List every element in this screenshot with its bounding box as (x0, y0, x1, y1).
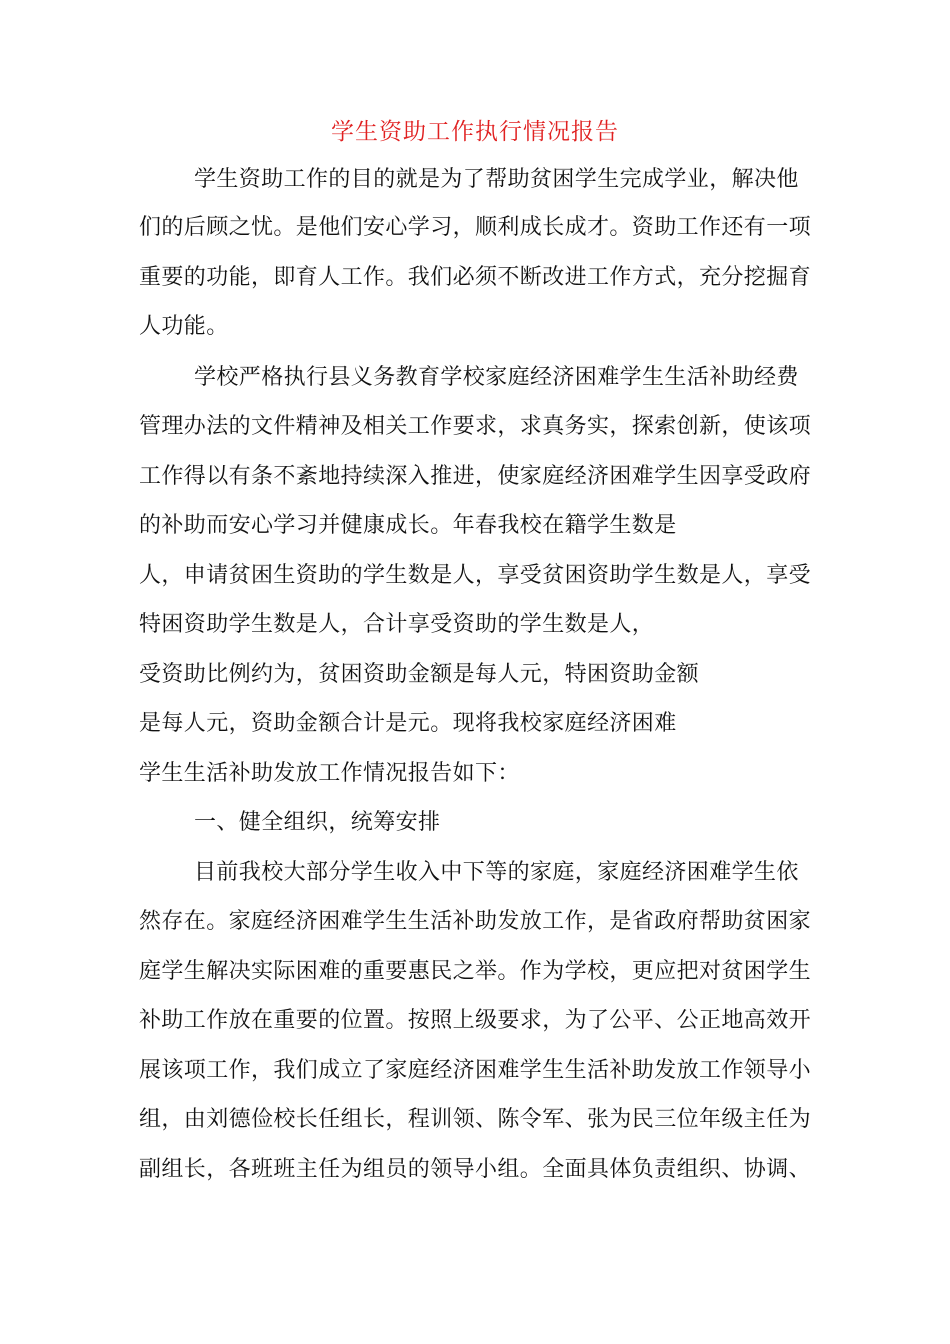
paragraph-line: 组，由刘德俭校长任组长，程训领、陈令军、张为民三位年级主任为 (139, 1107, 812, 1132)
paragraph-line: 学生资助工作的目的就是为了帮助贫困学生完成学业，解决他 (194, 167, 799, 192)
paragraph-line: 特困资助学生数是人，合计享受资助的学生数是人， (139, 612, 655, 637)
paragraph-line: 补助工作放在重要的位置。按照上级要求，为了公平、公正地高效开 (139, 1008, 812, 1033)
paragraph-line: 学校严格执行县义务教育学校家庭经济困难学生生活补助经费 (194, 365, 799, 390)
paragraph-line: 管理办法的文件精神及相关工作要求，求真务实，探索创新，使该项 (139, 414, 812, 439)
paragraph-line: 受资助比例约为，贫困资助金额是每人元，特困资助金额 (139, 662, 700, 687)
paragraph-line: 人，申请贫困生资助的学生数是人，享受贫困资助学生数是人，享受 (139, 563, 812, 588)
paragraph-line: 展该项工作，我们成立了家庭经济困难学生生活补助发放工作领导小 (139, 1058, 812, 1083)
paragraph-line: 工作得以有条不紊地持续深入推进，使家庭经济困难学生因享受政府 (139, 464, 812, 489)
paragraph-line: 们的后顾之忧。是他们安心学习，顺利成长成才。资助工作还有一项 (139, 215, 812, 240)
section-heading: 一、健全组织，统筹安排 (194, 810, 441, 835)
paragraph-line: 是每人元，资助金额合计是元。现将我校家庭经济困难 (139, 711, 677, 736)
paragraph-line: 学生生活补助发放工作情况报告如下： (139, 761, 520, 786)
paragraph-line: 然存在。家庭经济困难学生生活补助发放工作，是省政府帮助贫困家 (139, 909, 812, 934)
paragraph-line: 的补助而安心学习并健康成长。年春我校在籍学生数是 (139, 513, 677, 538)
paragraph-line: 副组长，各班班主任为组员的领导小组。全面具体负责组织、协调、 (139, 1157, 812, 1182)
paragraph-line: 重要的功能，即育人工作。我们必须不断改进工作方式，充分挖掘育 (139, 265, 812, 290)
paragraph-line: 庭学生解决实际困难的重要惠民之举。作为学校，更应把对贫困学生 (139, 959, 812, 984)
document-title: 学生资助工作执行情况报告 (331, 119, 619, 145)
paragraph-line: 目前我校大部分学生收入中下等的家庭，家庭经济困难学生依 (194, 860, 799, 885)
paragraph-line: 人功能。 (139, 314, 229, 339)
